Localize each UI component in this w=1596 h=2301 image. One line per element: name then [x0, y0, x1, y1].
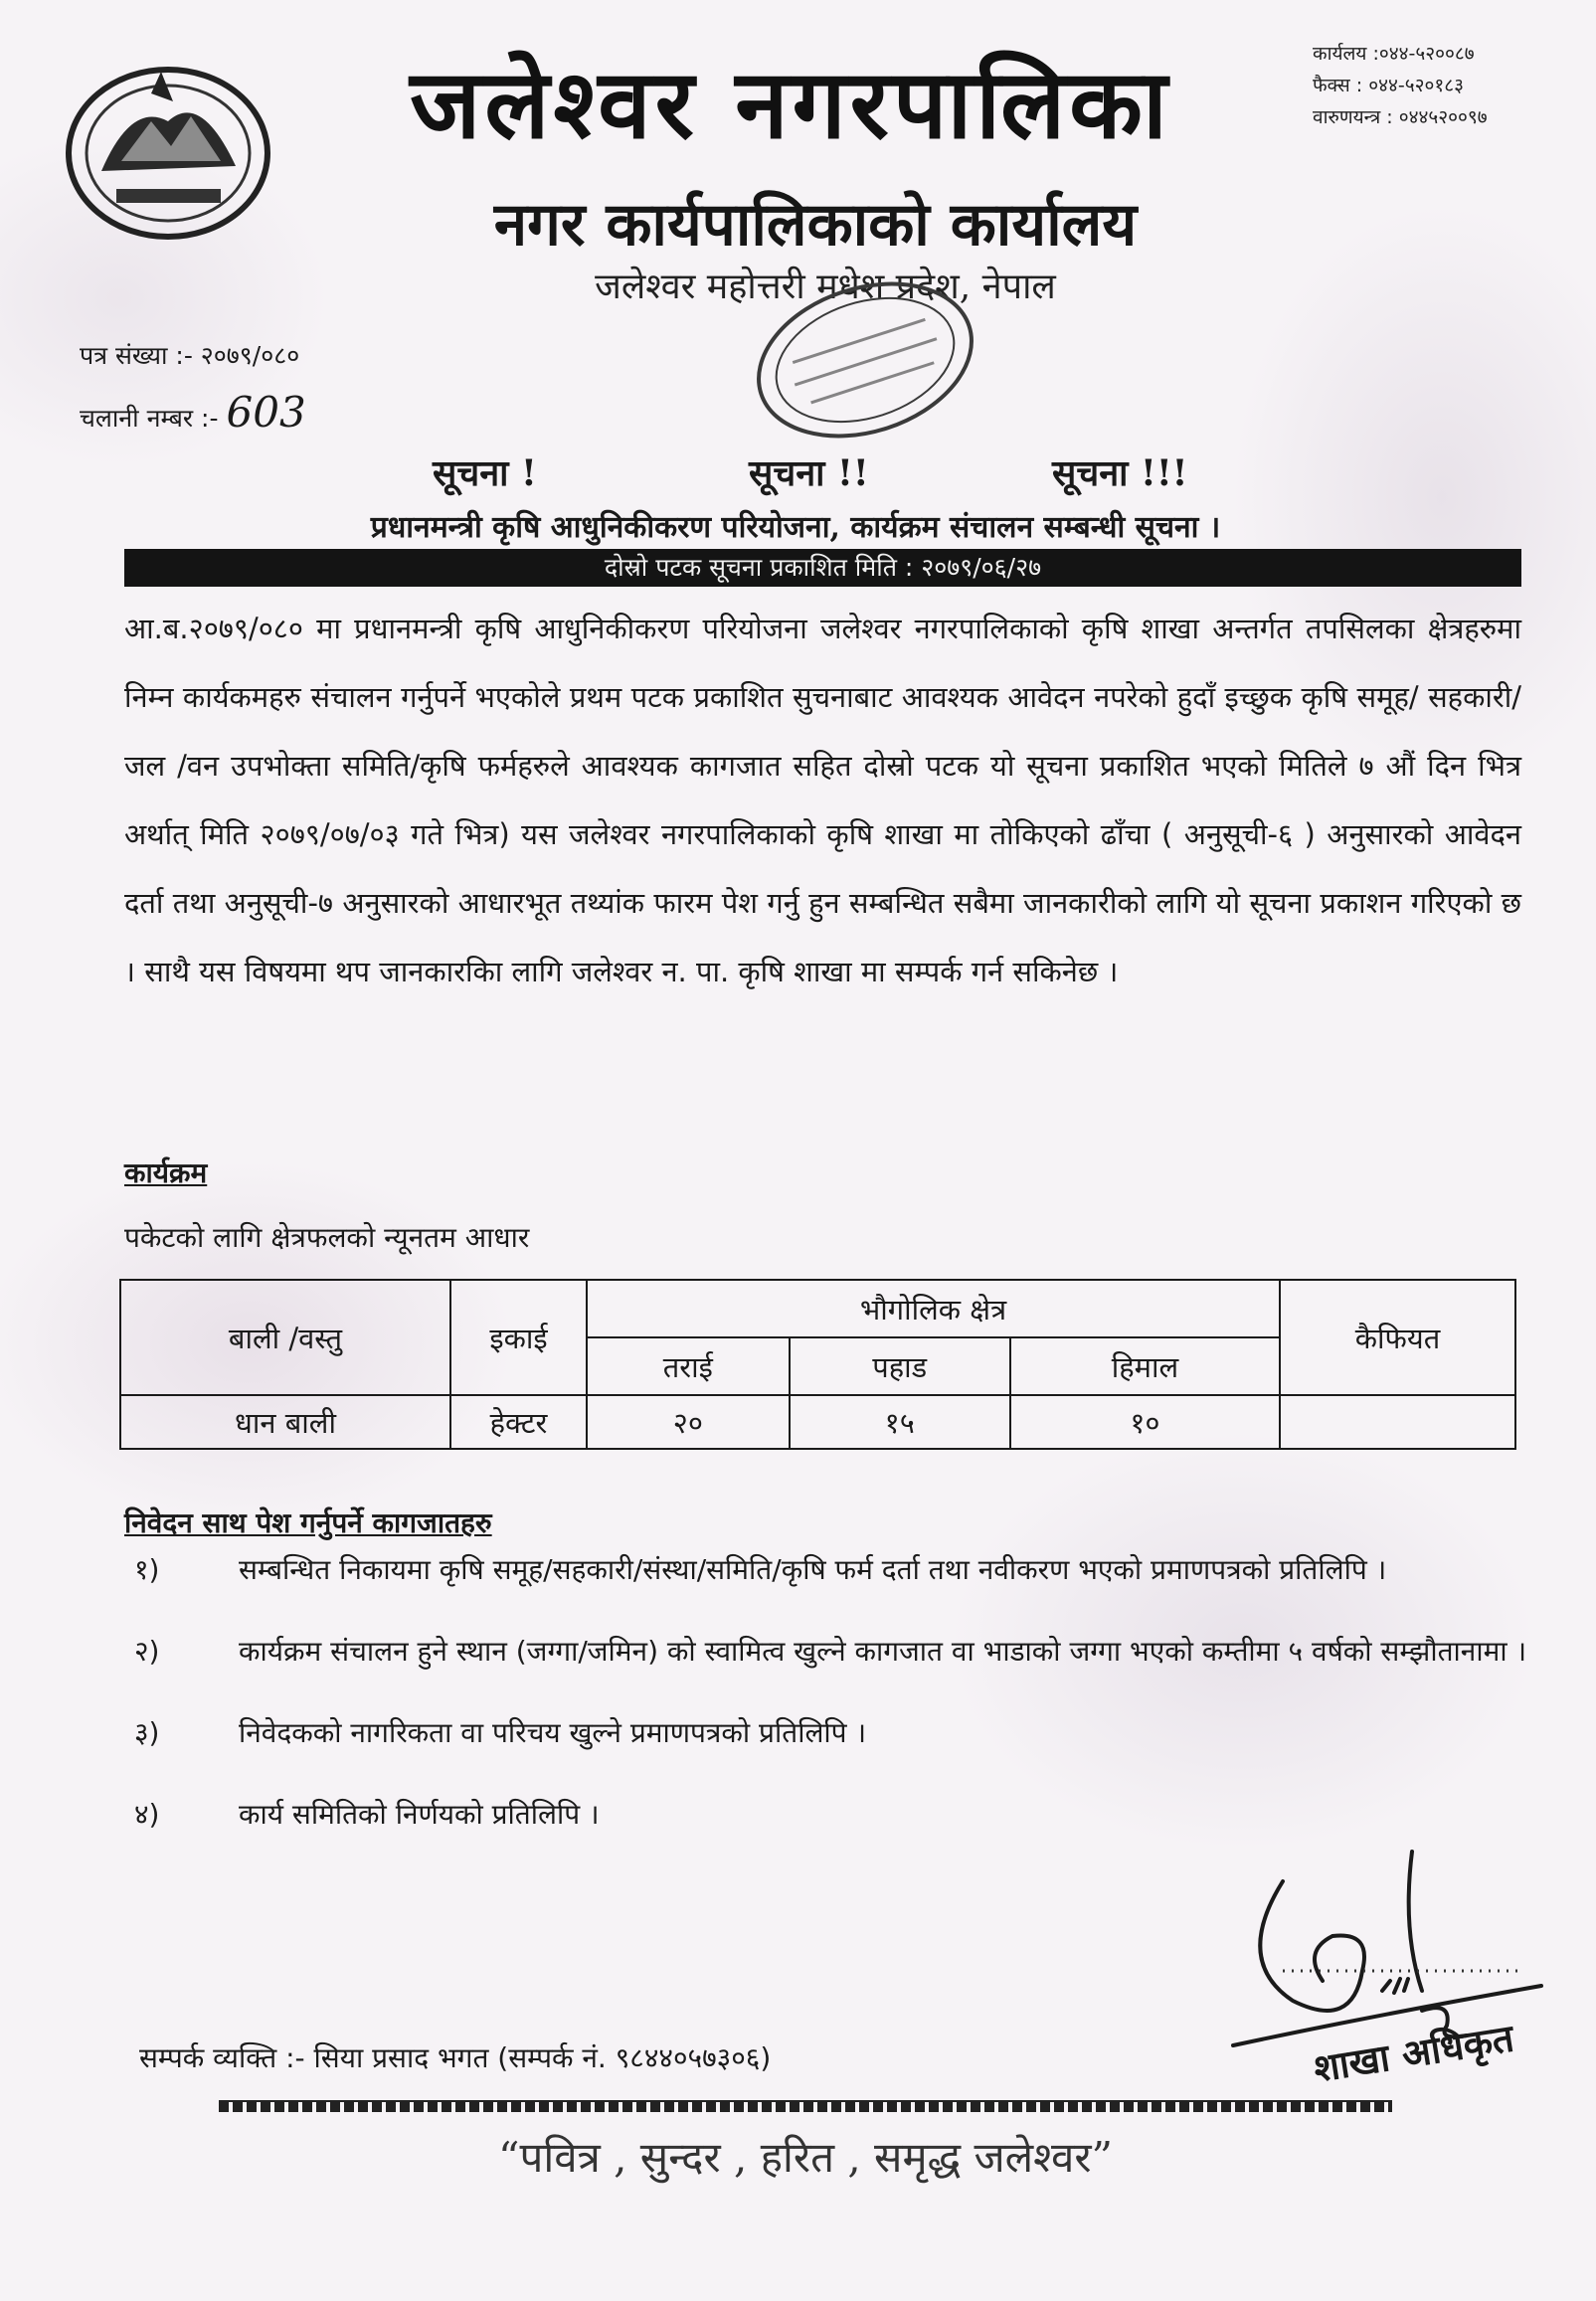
notice-heading: प्रधानमन्त्री कृषि आधुनिकीकरण परियोजना, कार्यक्रम संचालन सम्बन्धी सूचना । [370, 510, 1221, 545]
documents-list [124, 1543, 1531, 1869]
cell-remarks [1280, 1395, 1515, 1449]
item-text: निवेदकको नागरिकता वा परिचय खुल्ने प्रमाणपत्रको प्रतिलिपि । [239, 1716, 867, 1749]
publication-date-bar: दोस्रो पटक सूचना प्रकाशित मिति : २०७९/०६/२७ [124, 549, 1521, 587]
dispatch-number [80, 388, 306, 437]
notice-label-1: सूचना ! [433, 452, 537, 494]
contact-person: सम्पर्क व्यक्ति :- सिया प्रसाद भगत (सम्पर्क नं. ९८४४०५७३०६) [139, 2041, 772, 2074]
notice-label-3: सूचना !!! [1052, 452, 1188, 494]
item-number: ४) [134, 1798, 160, 1831]
list-item [124, 1788, 1531, 1842]
col-geo: भौगोलिक क्षेत्र [587, 1280, 1280, 1337]
item-text: कार्य समितिको निर्णयको प्रतिलिपि । [239, 1798, 600, 1831]
cell-himal: १० [1010, 1395, 1280, 1449]
col-hill: पहाड [790, 1337, 1010, 1395]
contact-block [1313, 38, 1581, 133]
program-subtitle: पकेटको लागि क्षेत्रफलको न्यूनतम आधार [124, 1221, 530, 1254]
item-number: २) [134, 1635, 160, 1668]
item-number: ३) [134, 1716, 160, 1749]
fire-engine-number: वारुणयन्त्र : ०४४५२००९७ [1313, 106, 1488, 128]
notice-label-2: सूचना !! [749, 452, 869, 494]
col-crop: बाली /वस्तु [120, 1280, 450, 1395]
dispatch-value: 603 [226, 388, 306, 437]
col-himal: हिमाल [1010, 1337, 1280, 1395]
footer-divider [219, 2100, 1392, 2112]
col-unit: इकाई [450, 1280, 587, 1395]
office-stamp-icon [736, 270, 994, 449]
program-title: कार्यक्रम [124, 1156, 208, 1189]
notice-body: आ.ब.२०७९/०८० मा प्रधानमन्त्री कृषि आधुनिकीकरण परियोजना जलेश्वर नगरपालिकाको कृषि शाखा अन्तर्गत तपसिलका क्षेत्रहरुमा निम्न कार्यकमहरु संचालन गर्नुपर्ने भएकोले प्रथम पटक प्रकाशित सुचनाबाट आवश्यक आवेदन नपरेको हुदाँ इच्छुक कृषि समूह/ सहकारी/ जल /वन उपभोक्ता समिति/कृषि फर्महरुले आवश्यक कागजात सहित दोस्रो पटक यो सूचना प्रकाशित भएको मितिले ७ औं दिन भित्र अर्थात् मिति २०७९/०७/०३ गते भित्र) यस जलेश्वर नगरपालिकाको कृषि शाखा मा तोकिएको ढाँचा ( अनुसूची-६ ) अनुसारको आवेदन दर्ता तथा अनुसूची-७ अनुसारको आधारभूत तथ्यांक फारम पेश गर्नु हुन सम्बन्धित सबैमा जानकारीको लागि यो सूचना प्रकाशन गरिएको छ । साथै यस विषयमा थप जानकारकिा लागि जलेश्वर न. पा. कृषि शाखा मा सम्पर्क गर्न सकिनेछ । [124, 612, 1521, 988]
documents-title: निवेदन साथ पेश गर्नुपर्ने कागजातहरु [124, 1506, 492, 1539]
item-text: कार्यक्रम संचालन हुने स्थान (जग्गा/जमिन) को स्वामित्व खुल्ने कागजात वा भाडाको जग्गा भएको कम्तीमा ५ वर्षको सम्झौतानामा । [239, 1635, 1527, 1668]
dispatch-label: चलानी नम्बर :- [80, 404, 219, 433]
item-text: सम्बन्धित निकायमा कृषि समूह/सहकारी/संस्था/समिति/कृषि फर्म दर्ता तथा नवीकरण भएको प्रमाणपत्रको प्रतिलिपि । [239, 1553, 1387, 1586]
cell-terai: २० [587, 1395, 790, 1449]
list-item [124, 1706, 1531, 1760]
item-number: १) [134, 1553, 160, 1586]
office-address: जलेश्वर महोत्तरी मधेश प्रदेश, नेपाल [595, 266, 1056, 307]
fax-number: फैक्स : ०४४-५२०१८३ [1313, 75, 1464, 96]
cell-unit: हेक्टर [450, 1395, 587, 1449]
col-terai: तराई [587, 1337, 790, 1395]
table-row [120, 1395, 1515, 1449]
list-item [124, 1625, 1531, 1679]
cell-hill: १५ [790, 1395, 1010, 1449]
letter-number: पत्र संख्या :- २०७९/०८० [80, 341, 300, 370]
footer-slogan: “पवित्र , सुन्दर , हरित , समृद्ध जलेश्वर” [498, 2133, 1113, 2182]
office-subtitle: नगर कार्यपालिकाको कार्यालय [493, 190, 1138, 260]
officer-title: शाखा अधिकृत [1310, 2015, 1517, 2091]
municipality-title: जलेश्वर नगरपालिका [410, 48, 1171, 160]
list-item [124, 1543, 1531, 1597]
office-phone: कार्यलय :०४४-५२००८७ [1313, 43, 1475, 65]
col-remarks: कैफियत [1280, 1280, 1515, 1395]
government-emblem-icon [62, 62, 275, 246]
area-table [119, 1279, 1516, 1450]
cell-crop: धान बाली [120, 1395, 450, 1449]
